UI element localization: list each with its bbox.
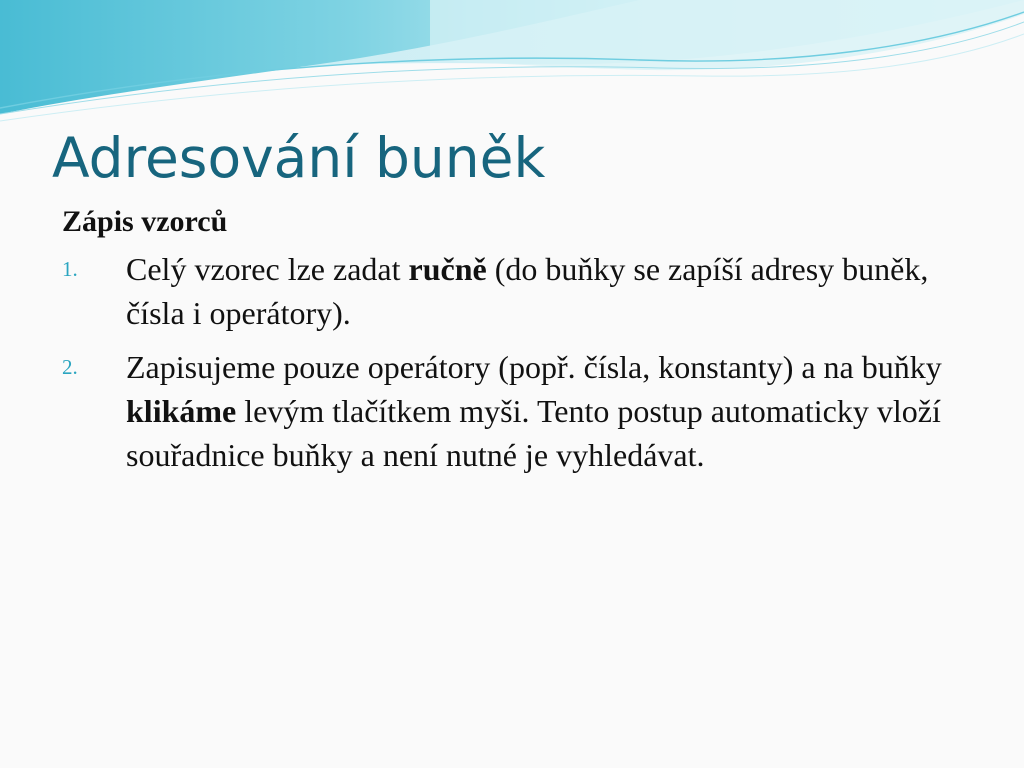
list-text-bold: klikáme: [126, 393, 237, 429]
list-text-part: (do buňky se zapíší adresy buněk, čísla i operátory).: [126, 251, 929, 331]
numbered-list: [62, 247, 967, 477]
list-text-part: levým tlačítkem myši. Tento postup automaticky vloží souřadnice buňky a není nutné je vyhledávat.: [126, 393, 941, 473]
list-text-part: Celý vzorec lze zadat: [126, 251, 409, 287]
slide-title: Adresování buněk: [52, 126, 546, 190]
slide-subtitle: Zápis vzorců: [62, 205, 228, 238]
list-text-part: Zapisujeme pouze operátory (popř. čísla, konstanty) a na buňky: [126, 349, 942, 385]
list-number: 2.: [62, 355, 78, 379]
slide-body: [62, 202, 967, 487]
list-number: 1.: [62, 257, 78, 281]
list-item: [62, 345, 967, 477]
list-item: [62, 247, 967, 335]
header-wave-decoration: [0, 0, 1024, 125]
list-text-bold: ručně: [408, 251, 487, 287]
